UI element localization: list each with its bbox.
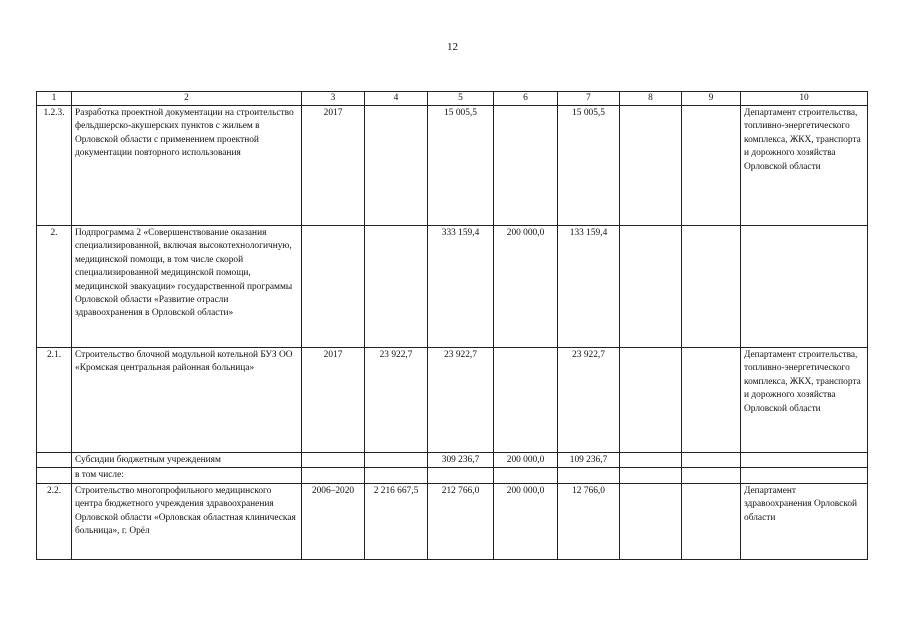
value-cell: 109 236,7 (558, 453, 620, 468)
period-cell: 2017 (302, 106, 365, 226)
activity-name-cell: в том числе: (72, 468, 302, 483)
value-cell (682, 226, 741, 348)
period-cell (302, 226, 365, 348)
row-number-cell (37, 468, 72, 483)
column-number-header: 9 (682, 92, 741, 106)
column-number-header: 8 (620, 92, 682, 106)
responsible-cell (741, 468, 868, 483)
value-cell (682, 483, 741, 559)
value-cell: 23 922,7 (428, 348, 494, 453)
value-cell (620, 483, 682, 559)
value-cell: 23 922,7 (558, 348, 620, 453)
value-cell: 200 000,0 (494, 483, 558, 559)
header-row (37, 92, 868, 106)
value-cell: 333 159,4 (428, 226, 494, 348)
program-table (36, 91, 868, 560)
value-cell (558, 468, 620, 483)
table-row (37, 483, 868, 559)
value-cell (365, 106, 428, 226)
value-cell: 309 236,7 (428, 453, 494, 468)
value-cell: 2 216 667,5 (365, 483, 428, 559)
value-cell: 200 000,0 (494, 453, 558, 468)
activity-name-cell: Разработка проектной документации на строительство фельдшерско-акушерских пунктов с жильем в Орловской области с применением проектной документации повторного использования (72, 106, 302, 226)
responsible-cell: Департамент строительства, топливно-энергетического комплекса, ЖКХ, транспорта и дорожного хозяйства Орловской области (741, 106, 868, 226)
row-number-cell: 1.2.3. (37, 106, 72, 226)
period-cell: 2017 (302, 348, 365, 453)
value-cell (682, 453, 741, 468)
value-cell (620, 453, 682, 468)
value-cell: 133 159,4 (558, 226, 620, 348)
period-cell (302, 453, 365, 468)
table-row (37, 106, 868, 226)
value-cell: 12 766,0 (558, 483, 620, 559)
column-number-header: 5 (428, 92, 494, 106)
activity-name-cell: Подпрограмма 2 «Совершенствование оказания специализированной, включая высокотехнологичную, медицинской помощи, в том числе скорой специализированной медицинской помощи, медицинской эвакуации» государственной программы Орловской области «Развитие отрасли здравоохранения в Орловской области» (72, 226, 302, 348)
activity-name-cell: Субсидии бюджетным учреждениям (72, 453, 302, 468)
responsible-cell: Департамент здравоохранения Орловской области (741, 483, 868, 559)
activity-name-cell: Строительство многопрофильного медицинского центра бюджетного учреждения здравоохранения Орловской области «Орловская областная клиническая больница», г. Орёл (72, 483, 302, 559)
table-row (37, 453, 868, 468)
column-number-header: 1 (37, 92, 72, 106)
value-cell (365, 226, 428, 348)
row-number-cell (37, 453, 72, 468)
value-cell (620, 468, 682, 483)
column-number-header: 10 (741, 92, 868, 106)
value-cell (494, 468, 558, 483)
value-cell: 200 000,0 (494, 226, 558, 348)
value-cell (620, 106, 682, 226)
column-number-header: 3 (302, 92, 365, 106)
responsible-cell (741, 453, 868, 468)
period-cell (302, 468, 365, 483)
table-row (37, 468, 868, 483)
period-cell: 2006–2020 (302, 483, 365, 559)
page-number: 12 (447, 41, 458, 53)
row-number-cell: 2.1. (37, 348, 72, 453)
value-cell (428, 468, 494, 483)
value-cell (620, 348, 682, 453)
value-cell (682, 348, 741, 453)
value-cell (365, 453, 428, 468)
value-cell (365, 468, 428, 483)
responsible-cell: Департамент строительства, топливно-энергетического комплекса, ЖКХ, транспорта и дорожного хозяйства Орловской области (741, 348, 868, 453)
value-cell: 212 766,0 (428, 483, 494, 559)
table-row (37, 348, 868, 453)
value-cell (682, 468, 741, 483)
value-cell (494, 106, 558, 226)
column-number-header: 4 (365, 92, 428, 106)
table-row (37, 226, 868, 348)
value-cell (620, 226, 682, 348)
row-number-cell: 2. (37, 226, 72, 348)
value-cell (494, 348, 558, 453)
column-number-header: 2 (72, 92, 302, 106)
value-cell: 15 005,5 (428, 106, 494, 226)
responsible-cell (741, 226, 868, 348)
column-number-header: 7 (558, 92, 620, 106)
activity-name-cell: Строительство блочной модульной котельной БУЗ ОО «Кромская центральная районная больница» (72, 348, 302, 453)
value-cell: 15 005,5 (558, 106, 620, 226)
value-cell: 23 922,7 (365, 348, 428, 453)
column-number-header: 6 (494, 92, 558, 106)
value-cell (682, 106, 741, 226)
row-number-cell: 2.2. (37, 483, 72, 559)
